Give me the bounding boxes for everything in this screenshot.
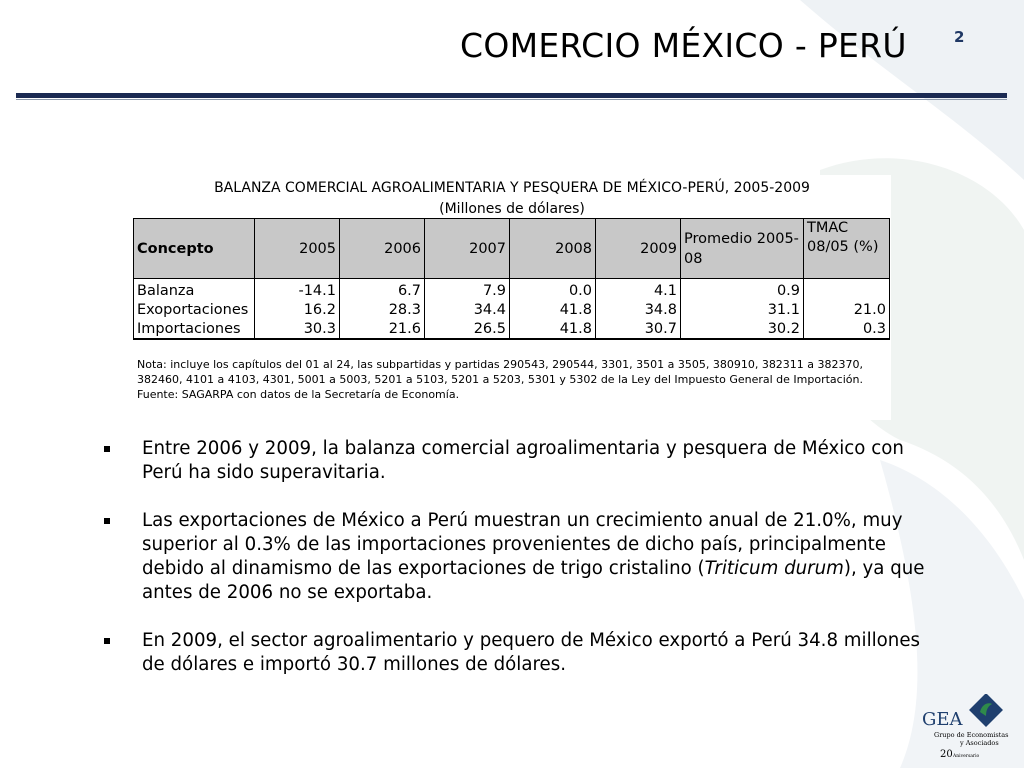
table-cell: 21.0: [804, 300, 890, 319]
table-cell: 4.1: [596, 279, 681, 301]
table-cell: 0.3: [804, 319, 890, 339]
table-row: [134, 279, 890, 301]
table-cell: -14.1: [255, 279, 340, 301]
source-text: Fuente: SAGARPA con datos de la Secretaría de Economía.: [137, 388, 460, 401]
header-2008: 2008: [510, 219, 596, 279]
table-title: BALANZA COMERCIAL AGROALIMENTARIA Y PESQUERA DE MÉXICO-PERÚ, 2005-2009: [214, 180, 810, 196]
header-promedio: Promedio 2005-08: [681, 219, 804, 279]
bullet-square-icon: [104, 446, 110, 452]
logo-anniversary-number: 20: [940, 749, 953, 760]
table-row: [134, 300, 890, 319]
table-cell: 30.3: [255, 319, 340, 339]
table-cell: 6.7: [340, 279, 425, 301]
table-cell: 28.3: [340, 300, 425, 319]
table-cell: 21.6: [340, 319, 425, 339]
logo-line2: y Asociados: [960, 739, 999, 747]
row-label: Exoportaciones: [134, 300, 255, 319]
bullet-text: Entre 2006 y 2009, la balanza comercial agroalimentaria y pesquera de México con Perú ha sido superavitaria.: [142, 438, 904, 483]
table-note: [137, 357, 887, 402]
table-cell: 30.2: [681, 319, 804, 339]
note-text: Nota: incluye los capítulos del 01 al 24, las subpartidas y partidas 290543, 290544, 3301, 3501 a 3505, 380910, 382311 a 382370, 382460, 4101 a 4103, 4301, 5001 a 5003, 5201 a 5103, 5201 a 5203, 5301 y 5302 de la Ley del Impuesto General de Importación.: [137, 358, 864, 386]
header-2005: 2005: [255, 219, 340, 279]
table-cell: 34.8: [596, 300, 681, 319]
header-tmac: TMAC 08/05 (%): [804, 219, 890, 279]
logo-line1: Grupo de Economistas: [934, 731, 1009, 739]
table-subtitle: (Millones de dólares): [439, 201, 585, 217]
table-header-row: [134, 219, 890, 279]
bullet-text-end: ), ya que antes de 2006 no se exportaba.: [142, 558, 925, 603]
row-label: Balanza: [134, 279, 255, 301]
table-cell: 7.9: [425, 279, 510, 301]
bullet-text-start: Las exportaciones de México a Perú muestran un crecimiento anual de 21.0%, muy superior al 0.3% de las importaciones provenientes de dicho país, principalmente debido al dinamismo de las exportaciones de trigo cristalino (: [142, 510, 903, 579]
trade-balance-table: [133, 218, 890, 340]
bullet-text: En 2009, el sector agroalimentario y pequero de México exportó a Perú 34.8 millones de dólares e importó 30.7 millones de dólares.: [142, 630, 920, 675]
table-cell: 0.0: [510, 279, 596, 301]
table-cell: 30.7: [596, 319, 681, 339]
gea-logo: [920, 694, 1012, 764]
header-2009: 2009: [596, 219, 681, 279]
title-divider-thin: [16, 99, 1007, 100]
bullet-square-icon: [104, 518, 110, 524]
table-cell: 31.1: [681, 300, 804, 319]
title-divider: [16, 93, 1007, 98]
table-cell: 34.4: [425, 300, 510, 319]
table-cell: 16.2: [255, 300, 340, 319]
slide-title: COMERCIO MÉXICO - PERÚ: [460, 26, 907, 65]
table-cell: 26.5: [425, 319, 510, 339]
row-label: Importaciones: [134, 319, 255, 339]
table-cell: 41.8: [510, 319, 596, 339]
table-row: [134, 319, 890, 339]
bullet-list: [104, 437, 944, 701]
bullet-item: [104, 437, 944, 485]
header-2006: 2006: [340, 219, 425, 279]
bullet-text-italic: Triticum durum: [704, 558, 844, 579]
table-cell: 0.9: [681, 279, 804, 301]
header-2007: 2007: [425, 219, 510, 279]
table-cell: [804, 279, 890, 301]
bullet-square-icon: [104, 638, 110, 644]
bullet-item: [104, 629, 944, 677]
table-cell: 41.8: [510, 300, 596, 319]
logo-anniversary-label: Aniversario: [953, 754, 980, 759]
header-concepto: Concepto: [134, 219, 255, 279]
bullet-item: [104, 509, 944, 605]
page-number: 2: [954, 28, 965, 46]
logo-brand: GEA: [922, 709, 963, 730]
